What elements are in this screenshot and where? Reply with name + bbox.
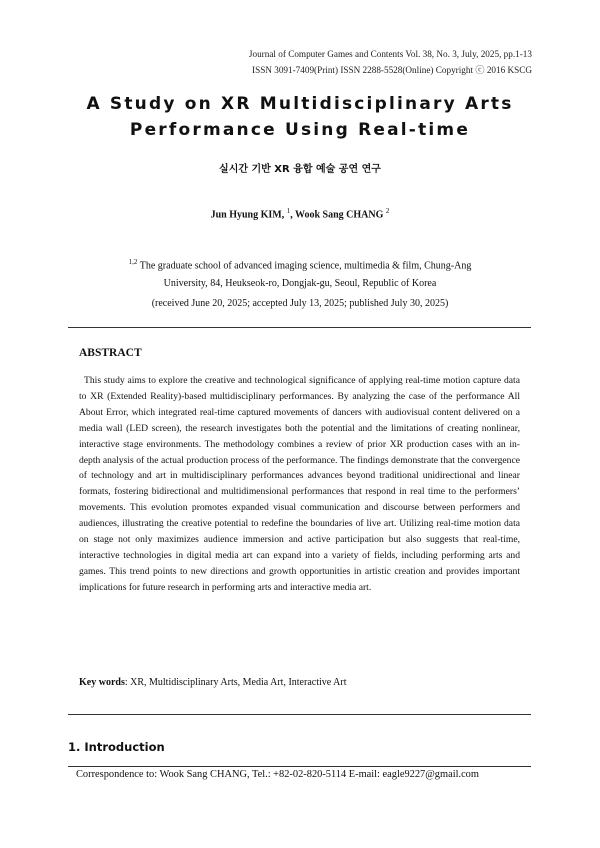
abstract-heading: ABSTRACT	[79, 347, 142, 359]
author-2: Wook Sang CHANG	[295, 209, 384, 221]
divider	[68, 327, 531, 328]
journal-citation: Journal of Computer Games and Contents Vol. 38, No. 3, July, 2025, pp.1-13	[248, 49, 532, 59]
received-dates: (received June 20, 2025; accepted July 13, 2025; published July 30, 2025)	[151, 298, 449, 309]
korean-title: 실시간 기반 XR 융합 예술 공연 연구	[219, 164, 381, 175]
keywords	[79, 677, 346, 688]
author-list: Jun Hyung KIM, $^1$, Wook Sang CHANG $^2$	[210, 207, 390, 221]
divider	[68, 714, 531, 715]
affiliation-line-1: The graduate school of advanced imaging science, multimedia & film, Chung-Ang	[139, 260, 472, 272]
author-1: Jun Hyung KIM,	[210, 209, 285, 221]
keywords-value: : XR, Multidisciplinary Arts, Media Art, Interactive Art	[124, 677, 347, 688]
author-2-affil-mark: 2	[385, 207, 390, 215]
footnote-divider	[68, 766, 531, 767]
paper-title-line-1: A Study on XR Multidisciplinary Arts	[86, 94, 514, 114]
issn-copyright: ISSN 3091-7409(Print) ISSN 2288-5528(Online) Copyright ⓒ 2016 KSCG	[252, 65, 532, 75]
affiliation-mark: 1,2	[128, 258, 138, 266]
correspondence-footnote: Correspondence to: Wook Sang CHANG, Tel.: +82-02-820-5114 E-mail: eagle9227@gmail.com	[76, 769, 479, 780]
paper-title-line-2: Performance Using Real-time	[129, 120, 471, 140]
affiliation	[100, 253, 500, 293]
section-heading: 1. Introduction	[68, 740, 165, 754]
author-1-affil-mark: 1	[286, 207, 291, 215]
affiliation-line-2: University, 84, Heukseok-ro, Dongjak-gu, Seoul, Republic of Korea	[163, 278, 437, 290]
abstract-text: This study aims to explore the creative and technological significance of applying real-time motion capture data to XR (Extended Reality)-based multidisciplinary performances. By analyzing the case of the performance All About Error, which integrated real-time captured movements of dancers with audiovisual content delivered on a media wall (LED screen), the research investigates both the potential and the limitations of creating nonlinear, interactive stage environments. The methodology combines a review of prior XR production cases with an in-depth analysis of the actual production process of the performance. The findings demonstrate that the convergence of technology and art in multidisciplinary performances advances beyond traditional unidirectional and linear formats, fostering bidirectional and multidimensional performances that respond in real time to the performers’ movements. This evolution promotes expanded visual communication and discourse between performers and audiences, illustrating the creative potential to redefine the boundaries of live art. Utilizing real-time motion data on stage not only maximizes audience immersion and active participation but also suggests that real-time, interactive technologies in digital media art can expand into a variety of fields, including performing arts and games. This trend points to new directions and growth opportunities in artistic creation and provides important implications for future research in performing arts and interactive media art.	[79, 375, 520, 593]
keywords-label: Key words	[79, 677, 125, 688]
